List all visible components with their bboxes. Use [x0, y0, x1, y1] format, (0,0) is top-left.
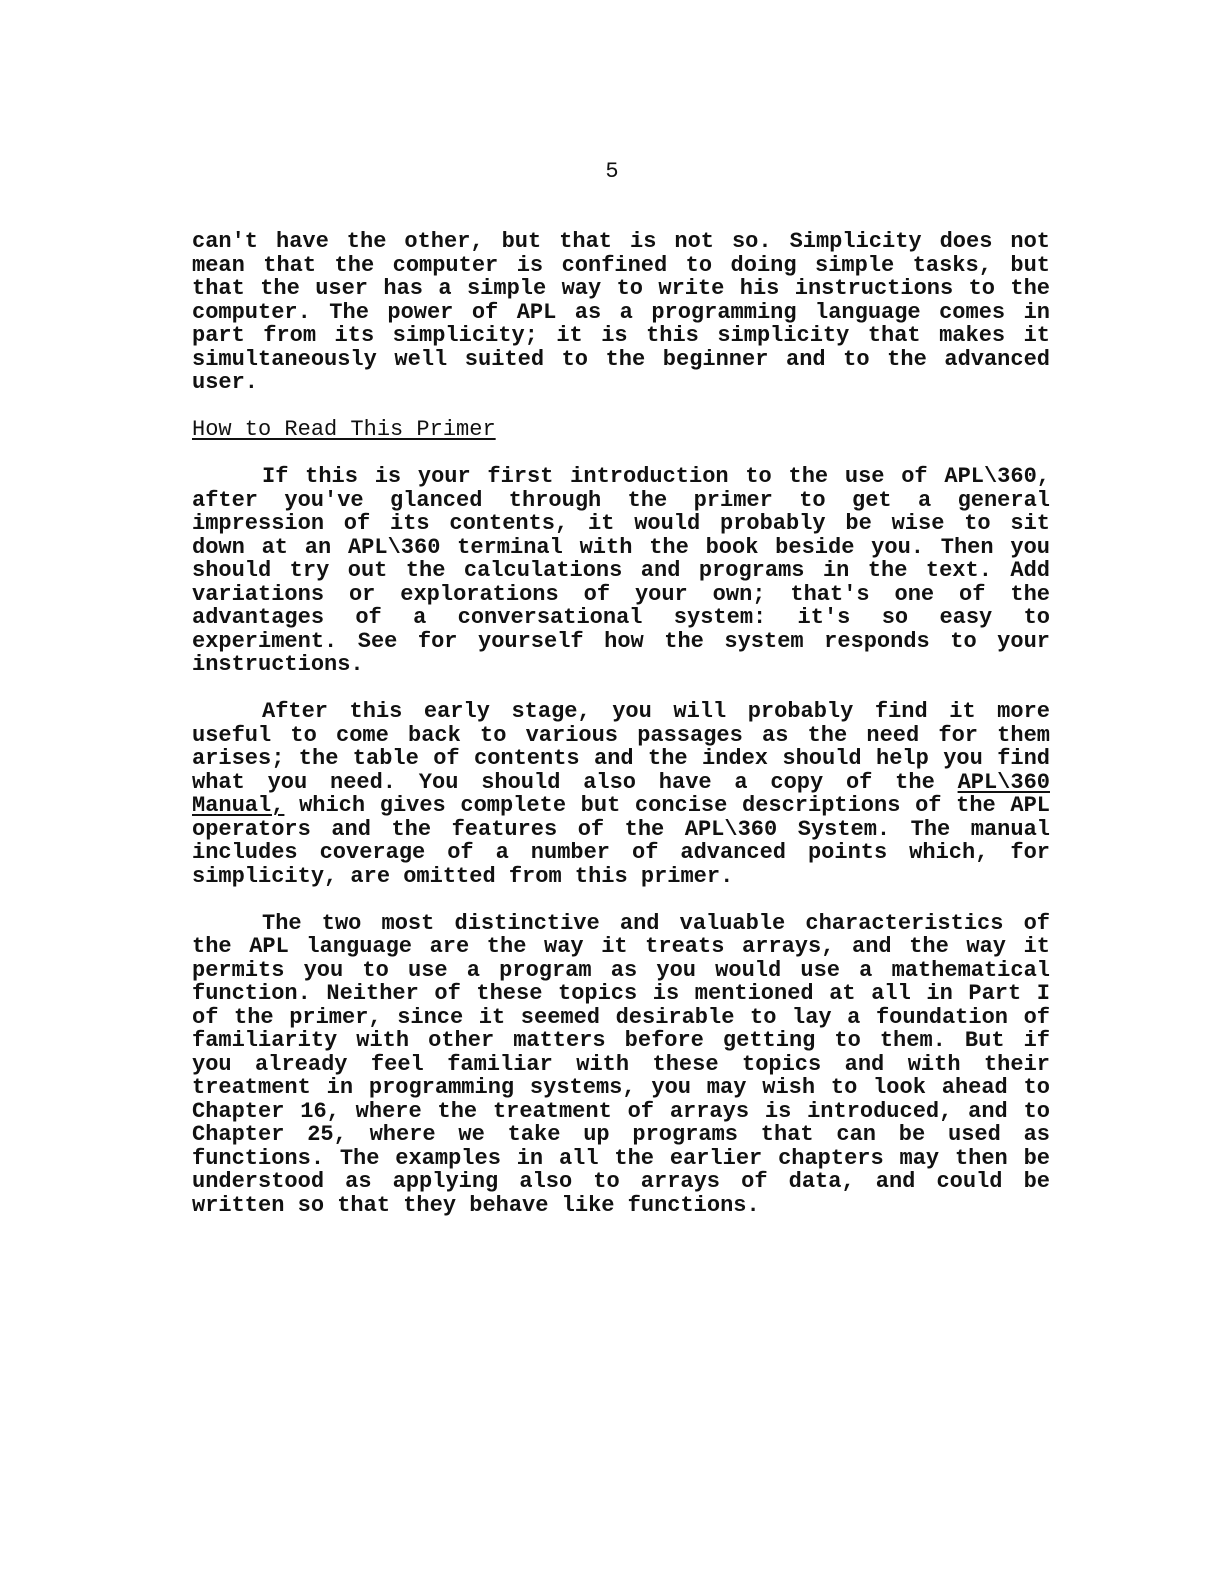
- manual-reference: APL\360 Manual,: [192, 769, 1050, 818]
- page-number: 5: [605, 159, 619, 184]
- paragraph-early-stage-text-2: which gives complete but concise descriptions of the APL operators and the features of the APL\360 System. The manual includes coverage of a number of advanced points which, for simplicity, are omitted from this primer.: [192, 793, 1050, 889]
- body-text: [192, 230, 1050, 1217]
- section-heading: [192, 418, 1050, 442]
- paragraph-simplicity: can't have the other, but that is not so. Simplicity does not mean that the computer is confined to doing simple tasks, but that the user has a simple way to write his instructions to the computer. The power of APL as a programming language comes in part from its simplicity; it is this simplicity that makes it simultaneously well suited to the beginner and to the advanced user.: [192, 229, 1050, 395]
- paragraph-characteristics: The two most distinctive and valuable characteristics of the APL language are the way it treats arrays, and the way it permits you to use a program as you would use a mathematical function. Neither of these topics is mentioned at all in Part I of the primer, since it seemed desirable to lay a foundation of familiarity with other matters before getting to them. But if you already feel familiar with these topics and with their treatment in programming systems, you may wish to look ahead to Chapter 16, where the treatment of arrays is introduced, and to Chapter 25, where we take up programs that can be used as functions. The examples in all the earlier chapters may then be understood as applying also to arrays of data, and could be written so that they behave like functions.: [192, 910, 1050, 1218]
- paragraph-first-introduction: If this is your first introduction to the use of APL\360, after you've glanced through the primer to get a general impression of its contents, it would probably be wise to sit down at an APL\360 terminal with the book beside you. Then you should try out the calculations and programs in the text. Add variations or explorations of your own; that's one of the advantages of a conversational system: it's so easy to experiment. See for yourself how the system responds to your instructions.: [192, 464, 1050, 677]
- paragraph-early-stage-text-1: After this early stage, you will probably find it more useful to come back to various passages as the need for them arises; the table of contents and the index should help you find what you need. You should also have a copy of the: [192, 699, 1050, 795]
- section-heading-text: How to Read This Primer: [192, 417, 496, 442]
- paragraph-early-stage: [192, 700, 1050, 888]
